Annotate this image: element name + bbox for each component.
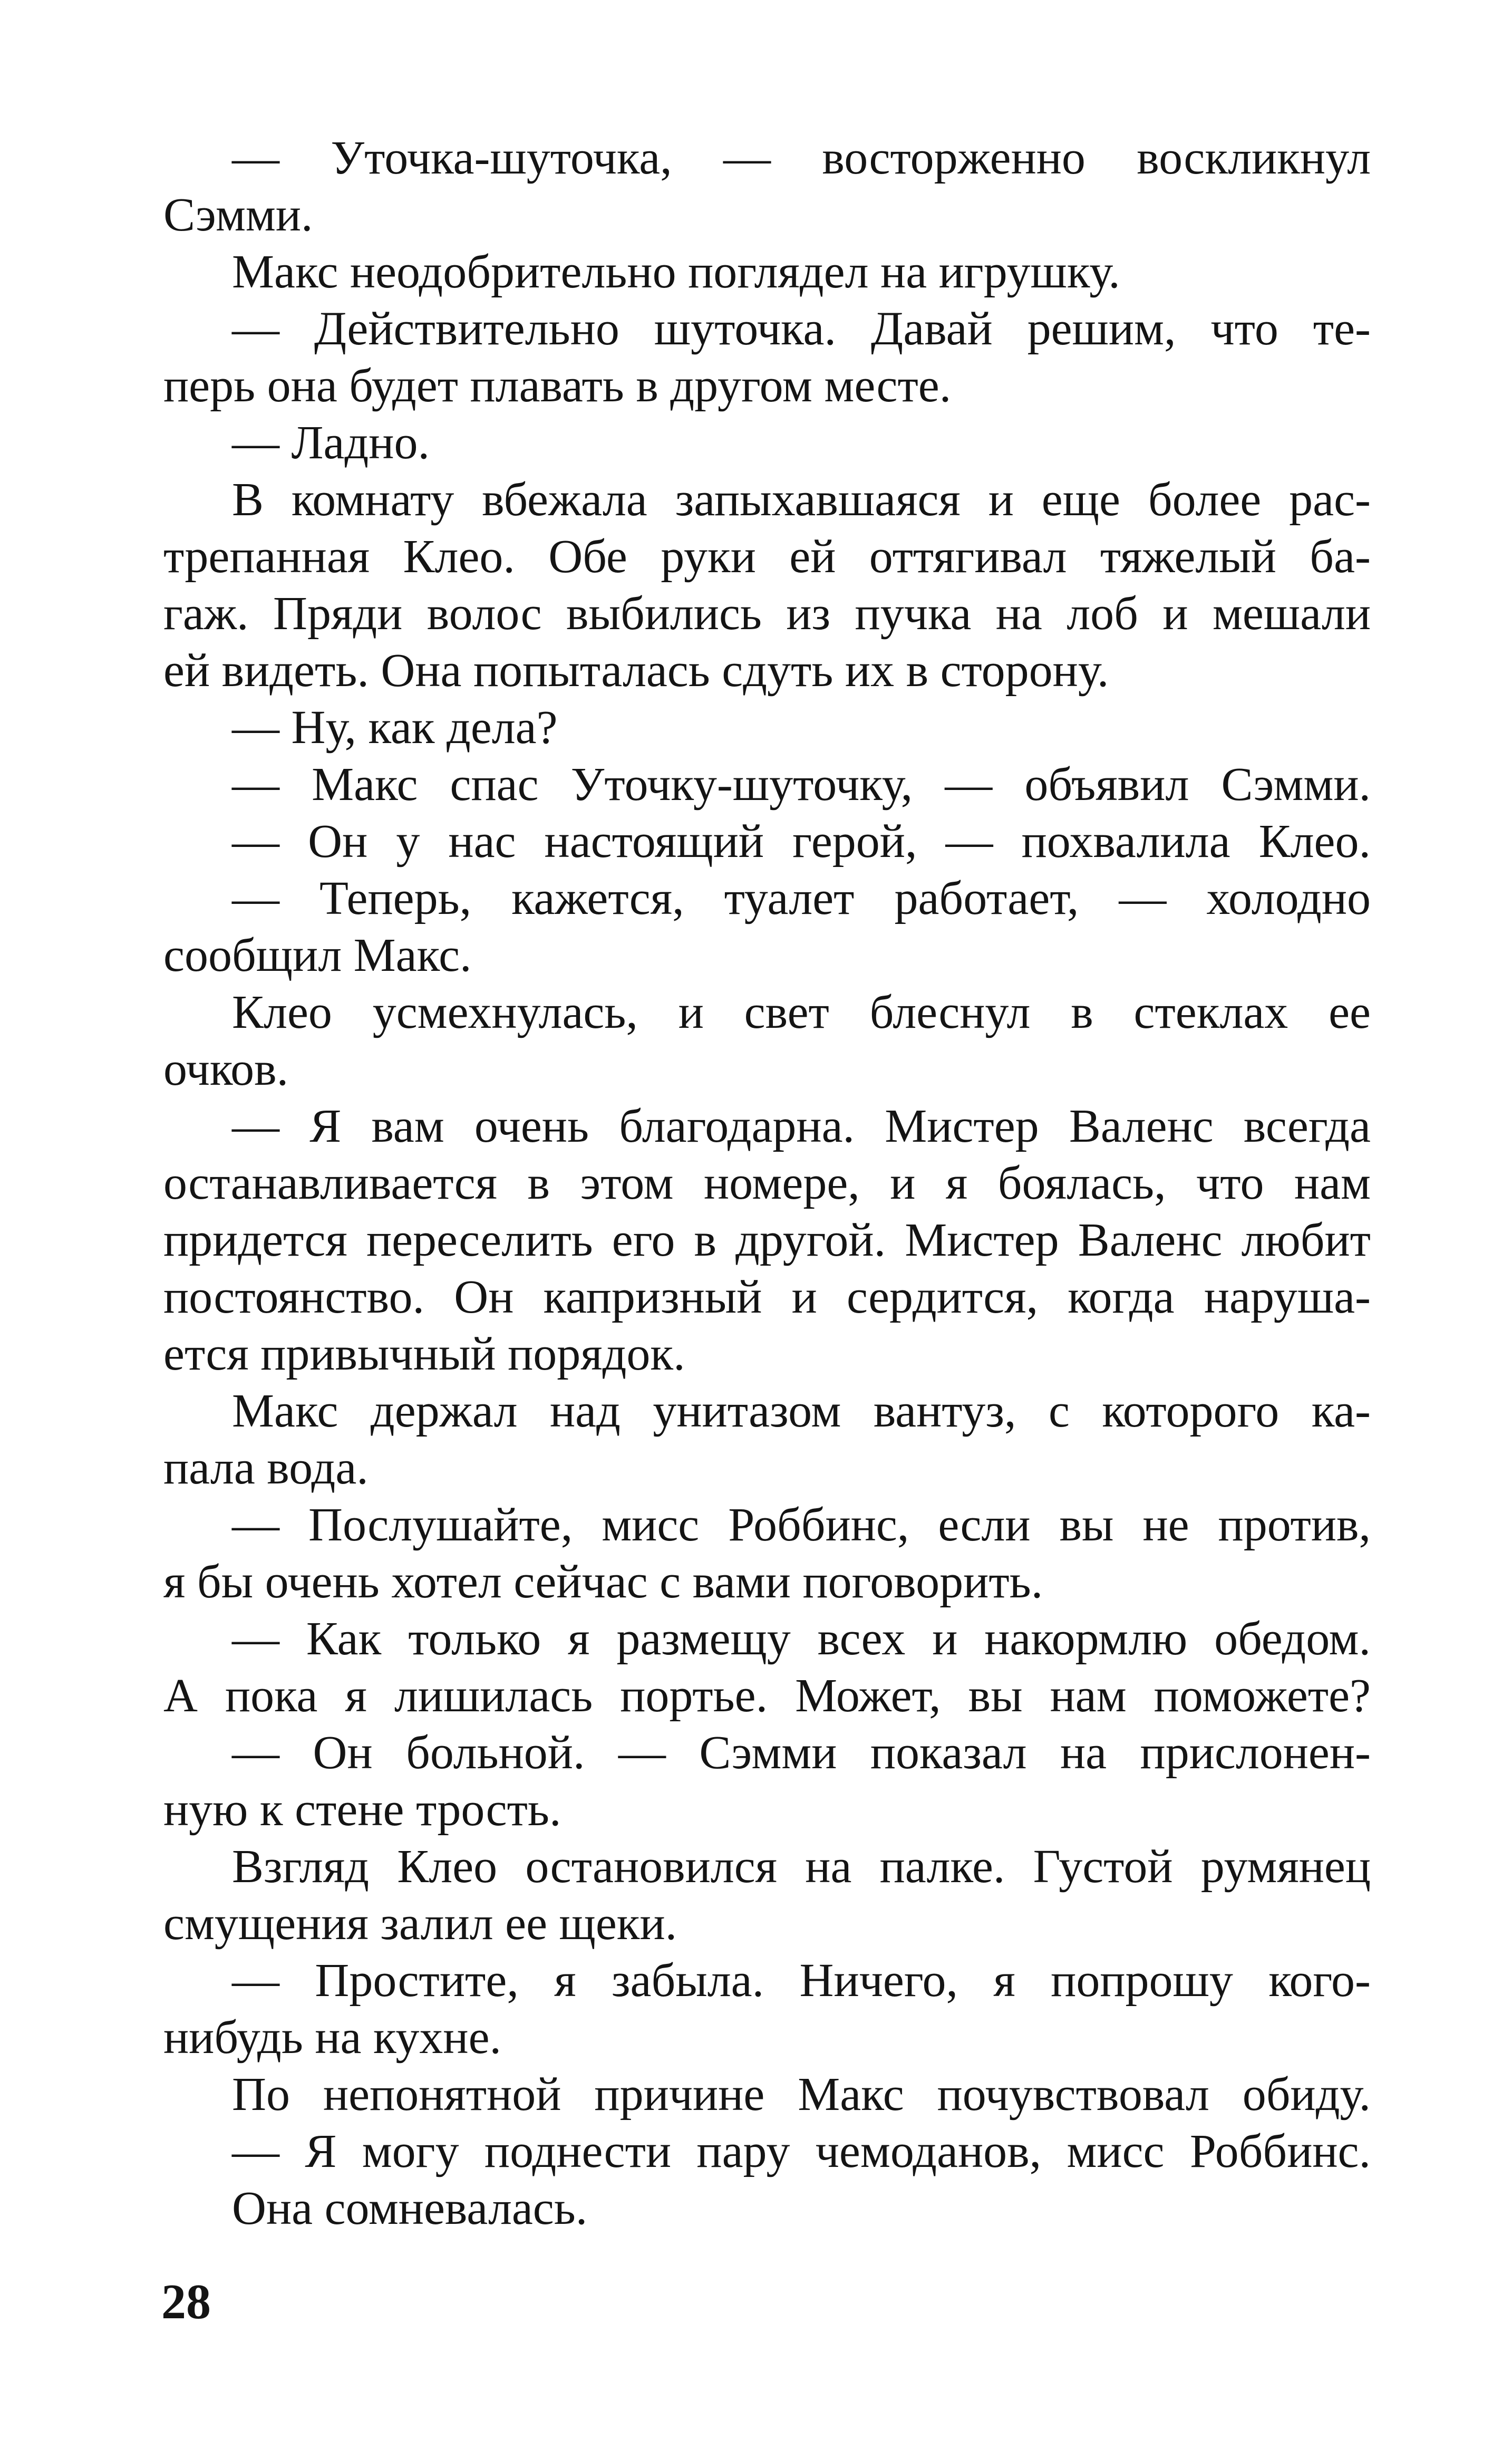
text-line-5: перь она будет плавать в другом месте. (163, 360, 952, 412)
text-line-37: Она сомневалась. (232, 2182, 588, 2234)
text-line-3: Макс неодобрительно поглядел на игрушку. (232, 246, 1120, 298)
text-line-24: пала вода. (163, 1442, 369, 1494)
text-line-7: В комнату вбежала запыхавшаяся и еще более рас- (232, 474, 1371, 526)
text-line-11: — Ну, как дела? (232, 701, 558, 754)
text-line-31: Взгляд Клео остановился на палке. Густой румянец (232, 1840, 1371, 1893)
text-line-28: А пока я лишилась портье. Может, вы нам поможете? (163, 1670, 1371, 1722)
text-line-32: смущения залил ее щеки. (163, 1897, 677, 1950)
text-line-2: Сэмми. (163, 189, 313, 241)
text-line-12: — Макс спас Уточку-шуточку, — объявил Сэмми. (232, 758, 1371, 811)
text-line-19: останавливается в этом номере, и я боялась, что нам (163, 1157, 1371, 1209)
text-line-33: — Простите, я забыла. Ничего, я попрошу кого- (232, 1954, 1371, 2007)
text-line-1: — Уточка-шуточка, — восторженно воскликнул (232, 132, 1371, 184)
page-number: 28 (161, 2274, 211, 2329)
text-line-10: ей видеть. Она попыталась сдуть их в сторону. (163, 644, 1109, 697)
text-line-17: очков. (163, 1043, 289, 1095)
text-line-22: ется привычный порядок. (163, 1328, 685, 1380)
text-line-36: — Я могу поднести пару чемоданов, мисс Роббинс. (232, 2125, 1371, 2177)
text-line-23: Макс держал над унитазом вантуз, с которого ка- (232, 1385, 1371, 1437)
text-line-8: трепанная Клео. Обе руки ей оттягивал тяжелый ба- (163, 531, 1371, 583)
text-line-30: ную к стене трость. (163, 1784, 561, 1836)
text-line-9: гаж. Пряди волос выбились из пучка на лоб и мешали (163, 587, 1371, 640)
text-line-14: — Теперь, кажется, туалет работает, — холодно (232, 872, 1371, 924)
text-line-18: — Я вам очень благодарна. Мистер Валенс всегда (232, 1100, 1371, 1152)
text-line-16: Клео усмехнулась, и свет блеснул в стеклах ее (232, 986, 1371, 1038)
text-line-27: — Как только я размещу всех и накормлю обедом. (232, 1613, 1371, 1665)
text-line-4: — Действительно шуточка. Давай решим, что те- (232, 303, 1371, 355)
text-line-6: — Ладно. (232, 417, 430, 469)
text-line-34: нибудь на кухне. (163, 2011, 502, 2064)
text-line-13: — Он у нас настоящий герой, — похвалила Клео. (232, 815, 1371, 868)
text-line-21: постоянство. Он капризный и сердится, когда наруша- (163, 1271, 1371, 1323)
text-line-15: сообщил Макс. (163, 929, 472, 981)
text-line-25: — Послушайте, мисс Роббинс, если вы не против, (232, 1499, 1371, 1551)
text-line-35: По непонятной причине Макс почувствовал обиду. (232, 2068, 1371, 2121)
text-line-26: я бы очень хотел сейчас с вами поговорить. (163, 1556, 1043, 1608)
text-line-29: — Он больной. — Сэмми показал на прислонен- (232, 1727, 1371, 1779)
text-line-20: придется переселить его в другой. Мистер Валенс любит (163, 1214, 1371, 1266)
